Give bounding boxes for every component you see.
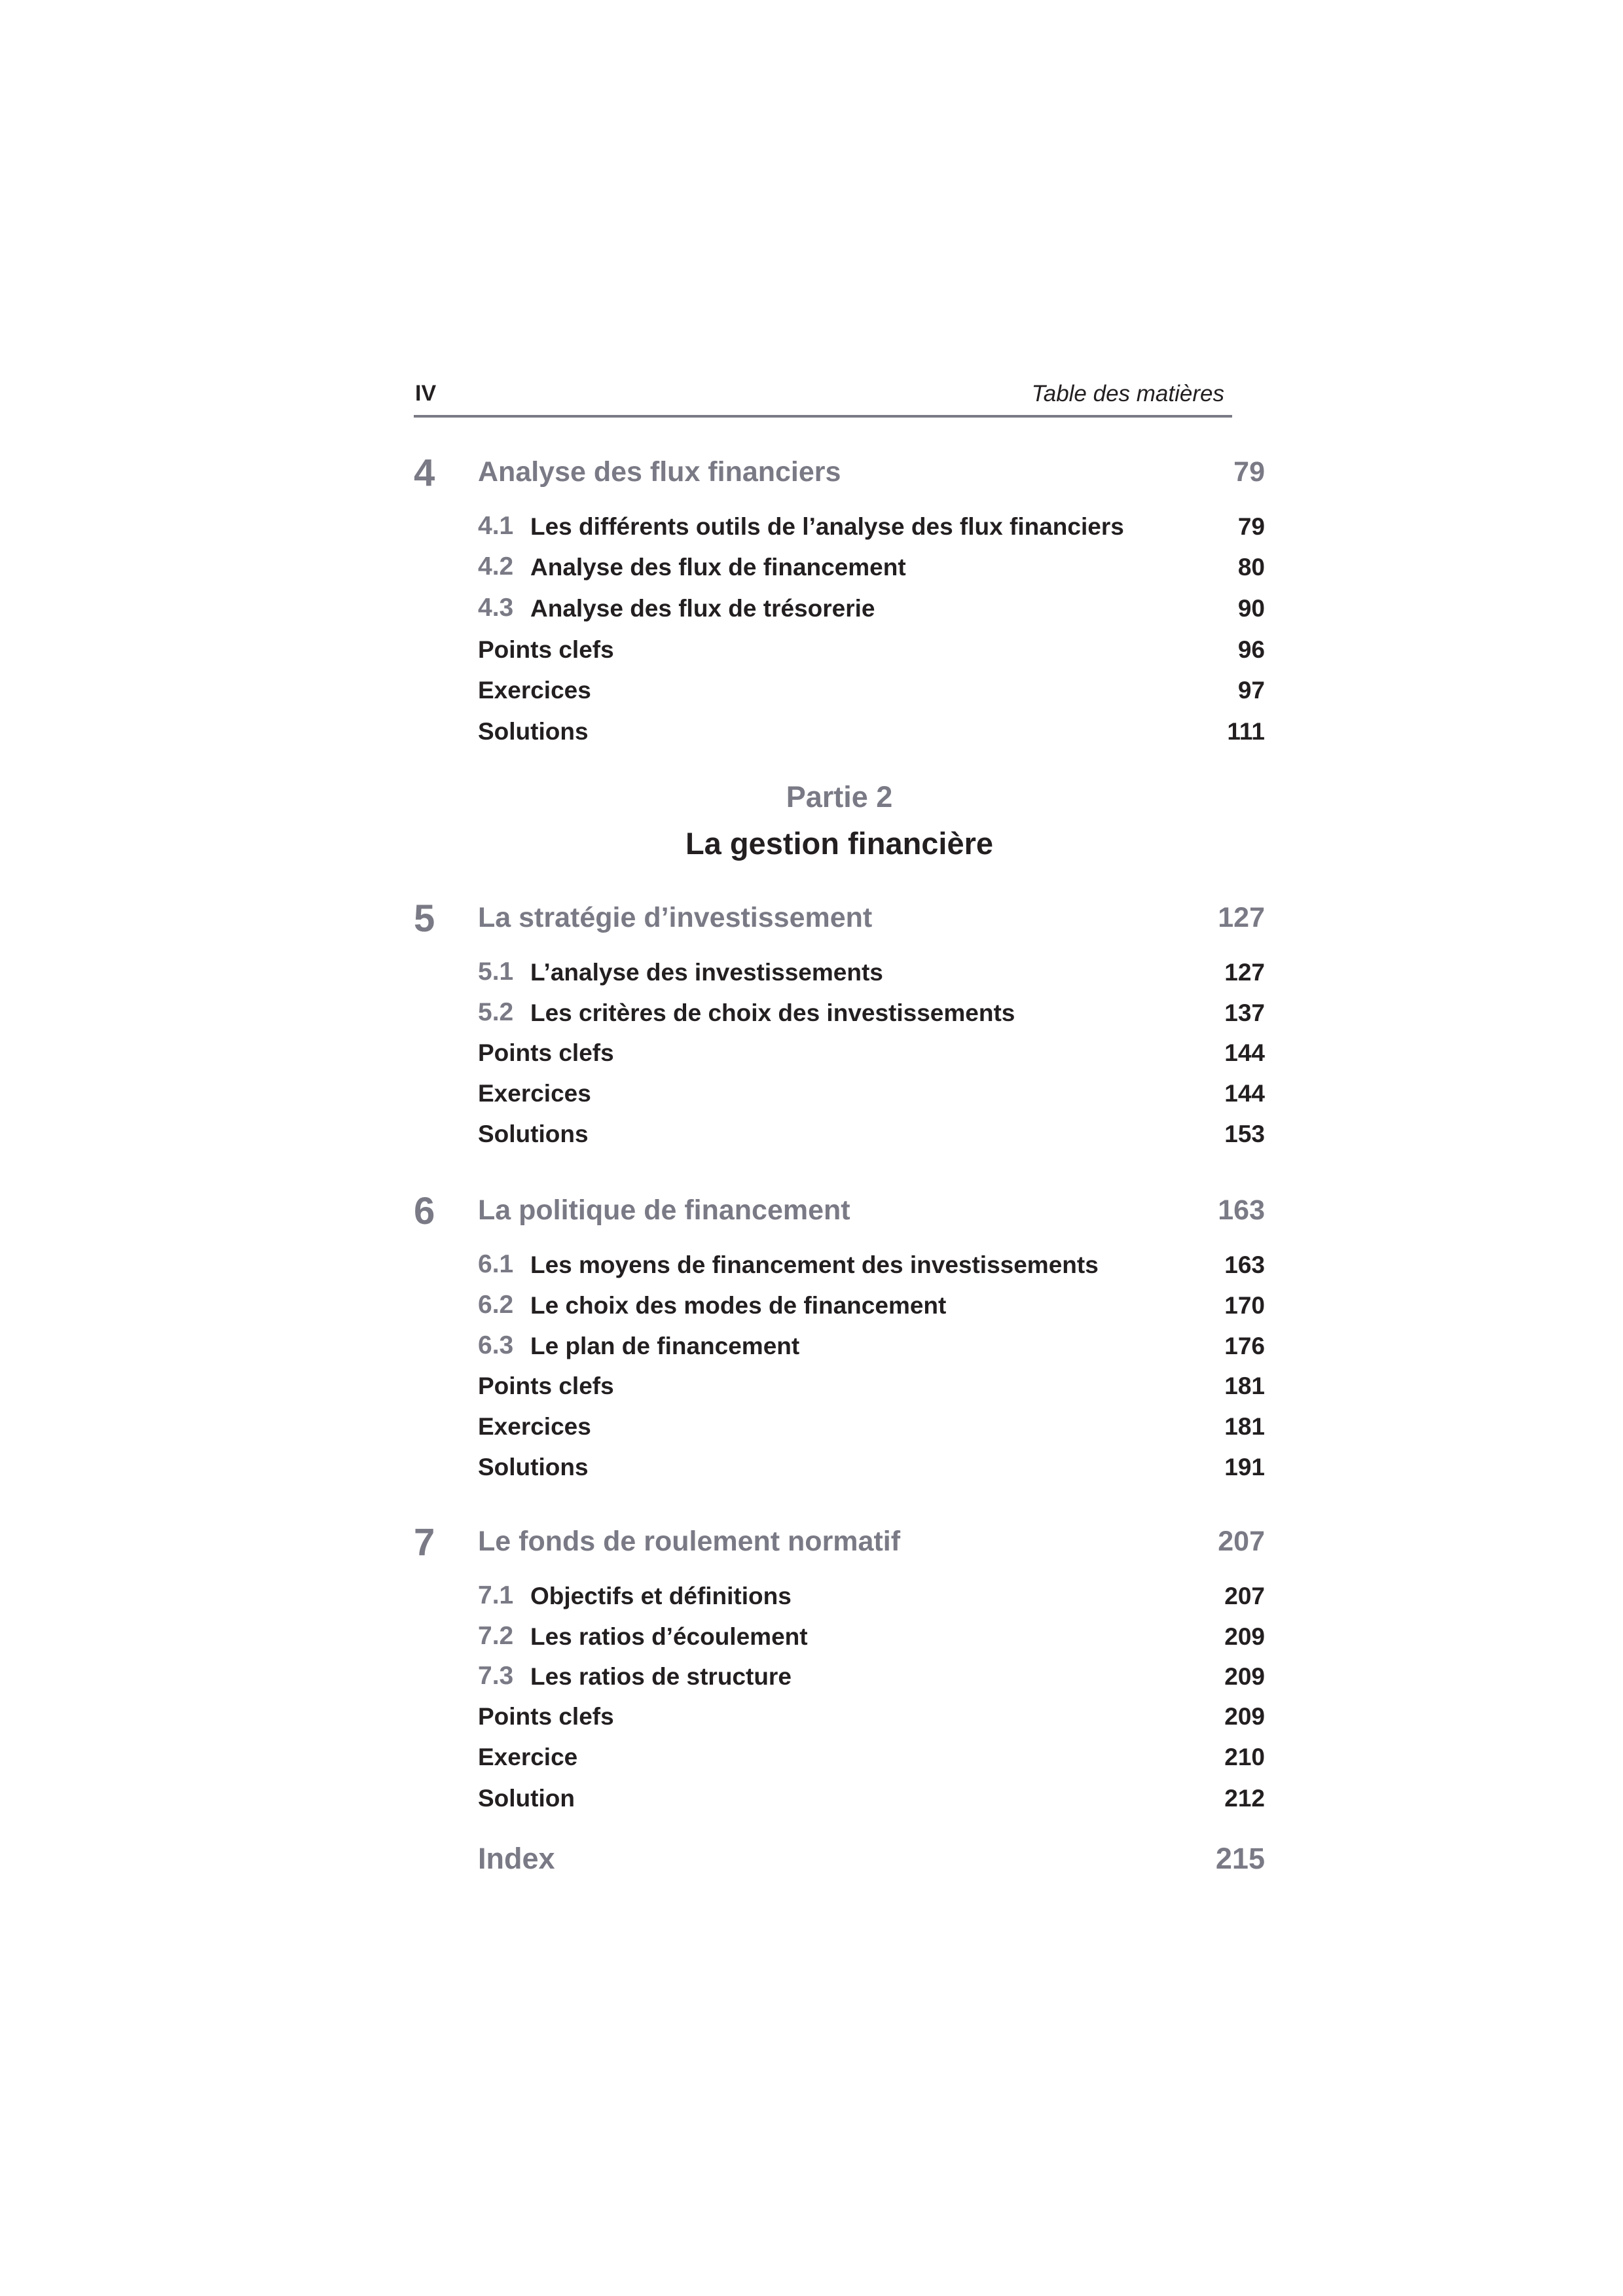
chapter-page: 163 <box>1218 1194 1265 1226</box>
section-page: 96 <box>1237 636 1265 663</box>
section-title: Le plan de financement <box>530 1333 800 1359</box>
section-title: Points clefs <box>478 636 614 663</box>
section-number: 7.2 <box>478 1622 514 1650</box>
section-page: 210 <box>1224 1744 1265 1770</box>
section-title: Points clefs <box>478 1372 614 1399</box>
section-page: 176 <box>1224 1333 1265 1359</box>
section-page: 90 <box>1237 595 1265 622</box>
toc-entry[interactable] <box>478 959 1265 988</box>
section-page: 212 <box>1224 1785 1265 1812</box>
section-title: Les différents outils de l’analyse des flux financiers <box>530 513 1124 540</box>
section-title: Exercices <box>478 1080 591 1107</box>
toc-entry[interactable] <box>478 1333 1265 1361</box>
toc-entry[interactable] <box>478 513 1265 542</box>
chapter-title[interactable]: La stratégie d’investissement <box>478 902 873 933</box>
toc-entry[interactable] <box>478 1703 1265 1732</box>
section-page: 170 <box>1224 1292 1265 1319</box>
toc-entry[interactable] <box>478 1623 1265 1652</box>
part-title: La gestion financière <box>685 826 994 861</box>
section-page: 207 <box>1224 1583 1265 1609</box>
section-number: 5.1 <box>478 958 514 986</box>
toc-entry[interactable] <box>478 1744 1265 1772</box>
section-title: Points clefs <box>478 1703 614 1730</box>
section-title: Les ratios d’écoulement <box>530 1623 808 1650</box>
section-number: 6.2 <box>478 1291 514 1319</box>
section-page: 181 <box>1224 1372 1265 1399</box>
section-page: 191 <box>1224 1454 1265 1480</box>
folio: IV <box>415 381 437 406</box>
section-page: 209 <box>1224 1703 1265 1730</box>
section-page: 153 <box>1224 1121 1265 1147</box>
section-title: Exercices <box>478 677 591 704</box>
section-title: Solutions <box>478 1121 589 1147</box>
running-head <box>414 376 1232 418</box>
toc-entry[interactable] <box>478 1372 1265 1401</box>
toc-entry[interactable] <box>478 1251 1265 1280</box>
section-page: 181 <box>1224 1413 1265 1440</box>
section-number: 4.2 <box>478 552 514 581</box>
running-title: Table des matières <box>1031 381 1224 406</box>
section-number: 6.3 <box>478 1331 514 1359</box>
section-title: Analyse des flux de trésorerie <box>530 595 875 622</box>
index-title: Index <box>478 1842 555 1875</box>
chapter-title[interactable]: Analyse des flux financiers <box>478 456 841 488</box>
toc-entry[interactable] <box>478 1039 1265 1068</box>
section-page: 80 <box>1237 554 1265 581</box>
chapter-title[interactable]: La politique de financement <box>478 1194 850 1226</box>
section-page: 97 <box>1237 677 1265 704</box>
section-page: 163 <box>1224 1251 1265 1278</box>
toc-entry[interactable] <box>478 1292 1265 1321</box>
toc-entry[interactable] <box>478 1454 1265 1482</box>
part-label: Partie 2 <box>786 780 893 814</box>
section-page: 79 <box>1237 513 1265 540</box>
section-title: Solution <box>478 1785 575 1812</box>
section-page: 144 <box>1224 1039 1265 1066</box>
section-page: 144 <box>1224 1080 1265 1107</box>
section-page: 137 <box>1224 999 1265 1026</box>
chapter-title[interactable]: Le fonds de roulement normatif <box>478 1526 901 1557</box>
toc-entry[interactable] <box>478 718 1265 747</box>
section-title: Les moyens de financement des investissements <box>530 1251 1099 1278</box>
toc-entry[interactable] <box>478 999 1265 1028</box>
section-number: 7.3 <box>478 1662 514 1690</box>
section-number: 6.1 <box>478 1250 514 1278</box>
section-title: Les critères de choix des investissements <box>530 999 1015 1026</box>
section-title: L’analyse des investissements <box>530 959 883 986</box>
chapter-number: 6 <box>414 1190 435 1232</box>
toc-entry[interactable] <box>478 636 1265 665</box>
toc-entry[interactable] <box>478 554 1265 583</box>
section-number: 4.3 <box>478 594 514 622</box>
section-title: Analyse des flux de financement <box>530 554 906 581</box>
toc-entry[interactable] <box>478 1413 1265 1442</box>
section-page: 127 <box>1224 959 1265 986</box>
section-number: 4.1 <box>478 512 514 540</box>
chapter-page: 207 <box>1218 1526 1265 1557</box>
toc-entry[interactable] <box>478 1785 1265 1814</box>
section-title: Exercice <box>478 1744 578 1770</box>
chapter-number: 5 <box>414 897 435 940</box>
section-page: 111 <box>1227 718 1265 745</box>
section-page: 209 <box>1224 1623 1265 1650</box>
section-title: Solutions <box>478 1454 589 1480</box>
section-title: Les ratios de structure <box>530 1663 792 1690</box>
chapter-page: 127 <box>1218 902 1265 933</box>
section-title: Points clefs <box>478 1039 614 1066</box>
section-title: Le choix des modes de financement <box>530 1292 947 1319</box>
section-page: 209 <box>1224 1663 1265 1690</box>
chapter-page: 79 <box>1233 456 1265 488</box>
toc-entry[interactable] <box>478 1080 1265 1109</box>
chapter-number: 4 <box>414 452 435 494</box>
section-title: Exercices <box>478 1413 591 1440</box>
toc-entry[interactable] <box>478 1663 1265 1692</box>
chapter-number: 7 <box>414 1521 435 1564</box>
toc-entry[interactable] <box>478 1121 1265 1149</box>
toc-entry[interactable] <box>478 595 1265 624</box>
toc-entry[interactable] <box>478 1583 1265 1611</box>
section-number: 5.2 <box>478 998 514 1026</box>
toc-entry[interactable] <box>478 677 1265 706</box>
section-title: Solutions <box>478 718 589 745</box>
index-page: 215 <box>1215 1842 1265 1875</box>
section-title: Objectifs et définitions <box>530 1583 792 1609</box>
section-number: 7.1 <box>478 1581 514 1609</box>
